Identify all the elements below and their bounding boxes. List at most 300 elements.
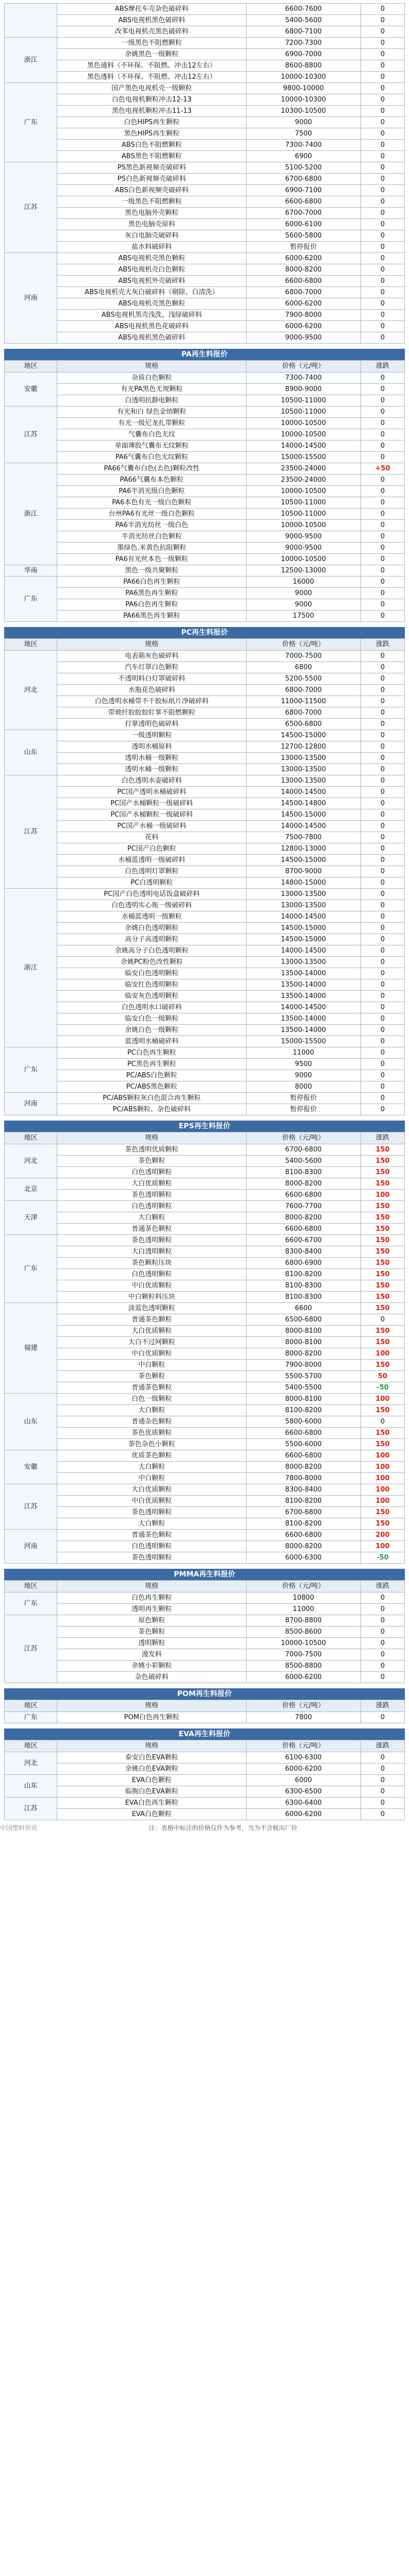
region-cell: 天津 [5, 1201, 57, 1235]
price-cell: 15000-15500 [247, 1036, 361, 1047]
change-cell: 100 [361, 1348, 404, 1360]
spec-cell: ABS白色不阻燃颗粒 [57, 140, 247, 151]
price-cell: 6700-7000 [247, 208, 361, 219]
spec-cell: 水桶蓝透明一级颗粒 [57, 911, 247, 923]
table-row [5, 1326, 405, 1337]
price-cell: 暂停报价 [247, 1093, 361, 1104]
change-cell: +50 [361, 463, 404, 474]
table-row [5, 1371, 405, 1382]
spec-cell: 余姚白色EVA颗粒 [57, 1764, 247, 1775]
table-row [5, 923, 405, 934]
change-cell: 150 [361, 1167, 404, 1178]
spec-cell: 临安白色一级颗粒 [57, 1013, 247, 1025]
spec-cell: 白色透明水桶带不干胶标纸片净破碎料 [57, 696, 247, 707]
price-cell: 6000-6200 [247, 1672, 361, 1683]
price-cell: 8900-9000 [247, 384, 361, 395]
price-cell: 16000 [247, 577, 361, 588]
spec-cell: 茶色透明优质颗粒 [57, 1144, 247, 1156]
price-cell: 7000-7500 [247, 1649, 361, 1660]
table-row [5, 577, 405, 588]
table-row [5, 798, 405, 809]
price-cell: 5400-5600 [247, 1156, 361, 1167]
table-row [5, 565, 405, 577]
table-row [5, 1178, 405, 1190]
table-row [5, 651, 405, 662]
table-row [5, 554, 405, 565]
header-region: 地区 [5, 1700, 57, 1712]
change-cell: 0 [361, 787, 404, 798]
change-cell: 0 [361, 509, 404, 520]
spec-cell: 泰安白色EVA颗粒 [57, 1752, 247, 1764]
change-cell: 0 [361, 1660, 404, 1672]
price-cell: 9500 [247, 1059, 361, 1070]
change-cell: 0 [361, 395, 404, 406]
table-row [5, 474, 405, 486]
spec-cell: 茶色透明颗粒 [57, 1235, 247, 1246]
region-cell [5, 4, 57, 38]
change-cell: 0 [361, 287, 404, 298]
price-cell: 6600-6700 [247, 1235, 361, 1246]
spec-cell: 茶色颗粒 [57, 1371, 247, 1382]
price-cell: 8100-8300 [247, 1280, 361, 1292]
spec-cell: ABS白色新视频壳破碎料 [57, 185, 247, 196]
header-change: 涨跌 [361, 639, 404, 651]
price-cell: 12700-12800 [247, 741, 361, 753]
table-row [5, 26, 405, 38]
spec-cell: PC国产水桶颗粒一级破碎料 [57, 809, 247, 821]
price-cell: 6300-6400 [247, 1798, 361, 1809]
change-cell: 0 [361, 276, 404, 287]
price-cell: 9000 [247, 1070, 361, 1081]
change-cell: 0 [361, 979, 404, 991]
table-row [5, 1672, 405, 1683]
change-cell: 0 [361, 1786, 404, 1798]
header-change: 涨跌 [361, 1132, 404, 1144]
spec-cell: 白色一级颗粒 [57, 1394, 247, 1405]
spec-cell: ABS黑色不阻燃颗粒 [57, 151, 247, 162]
change-cell: 100 [361, 1541, 404, 1552]
change-cell: 0 [361, 945, 404, 957]
spec-cell: PC国产白色透明电话饭盒破碎料 [57, 889, 247, 900]
table-row [5, 1144, 405, 1156]
change-cell: 0 [361, 554, 404, 565]
price-cell: 暂停报价 [247, 1104, 361, 1115]
table-row [5, 889, 405, 900]
change-cell: 150 [361, 1224, 404, 1235]
region-cell: 山东 [5, 730, 57, 775]
spec-cell: 黑色电视机颗粒冲击11-13 [57, 106, 247, 117]
spec-cell: PC国产水桶一级破碎料 [57, 821, 247, 832]
region-cell: 安徽 [5, 372, 57, 406]
spec-cell: 大白不过网颗粒 [57, 1337, 247, 1348]
table-row [5, 934, 405, 945]
table-row [5, 775, 405, 787]
spec-cell: 余姚白色透明颗粒 [57, 923, 247, 934]
table-row [5, 1615, 405, 1626]
change-cell: 150 [361, 1144, 404, 1156]
spec-cell: ABS电视机壳黑色颗粒 [57, 298, 247, 310]
change-cell: 100 [361, 1473, 404, 1484]
change-cell: 0 [361, 611, 404, 622]
spec-cell: PA66黑色再生颗粒 [57, 611, 247, 622]
region-cell: 浙江 [5, 38, 57, 83]
table-row [5, 753, 405, 764]
table-row [5, 866, 405, 877]
table-row [5, 520, 405, 531]
price-cell: 12800-13000 [247, 843, 361, 855]
spec-cell: 余姚PC粉色改性颗粒 [57, 957, 247, 968]
table-row [5, 418, 405, 429]
spec-cell: 中白颗粒 [57, 1360, 247, 1371]
table-row [5, 1070, 405, 1081]
change-cell: 100 [361, 1462, 404, 1473]
table-row [5, 809, 405, 821]
header-region: 地区 [5, 1740, 57, 1752]
region-cell: 广东 [5, 1712, 57, 1723]
price-cell: 6900-7100 [247, 185, 361, 196]
price-cell: 6000-6200 [247, 1764, 361, 1775]
price-cell: 6700-6800 [247, 1144, 361, 1156]
change-cell: 100 [361, 1484, 404, 1496]
table-row [5, 1712, 405, 1723]
spec-cell: 白色透明灯罩颗粒 [57, 866, 247, 877]
spec-cell: EVA白色颗粒 [57, 1775, 247, 1786]
price-cell: 8100-8200 [247, 1405, 361, 1416]
change-cell: 0 [361, 696, 404, 707]
table-row [5, 1047, 405, 1059]
price-cell: 8500-8800 [247, 1660, 361, 1672]
spec-cell: POM白色再生颗粒 [57, 1712, 247, 1723]
change-cell: 0 [361, 1059, 404, 1070]
change-cell: 0 [361, 1626, 404, 1638]
region-cell: 山东 [5, 1394, 57, 1450]
table-row [5, 1246, 405, 1258]
price-cell: 14000-14500 [247, 945, 361, 957]
table-row [5, 1280, 405, 1292]
spec-cell: 临安灰色透明颗粒 [57, 991, 247, 1002]
change-cell: 0 [361, 83, 404, 94]
section-title-eps: EPS再生料报价 [4, 1121, 405, 1132]
price-cell: 14000-14500 [247, 821, 361, 832]
change-cell: 0 [361, 707, 404, 719]
table-row [5, 707, 405, 719]
region-cell: 山东 [5, 1775, 57, 1798]
change-cell: 100 [361, 1394, 404, 1405]
price-cell: 13000-13500 [247, 764, 361, 775]
price-cell: 6700-6800 [247, 1507, 361, 1518]
table-row [5, 219, 405, 230]
section-title-pc: PC再生料报价 [4, 627, 405, 638]
table-row [5, 662, 405, 673]
spec-cell: 灰白电脑壳破碎料 [57, 230, 247, 242]
change-cell: 0 [361, 474, 404, 486]
spec-cell: 白色透明实心瓶一级破碎料 [57, 900, 247, 911]
table-row [5, 1201, 405, 1212]
price-cell: 5600-5800 [247, 230, 361, 242]
table-row [5, 1212, 405, 1224]
footer [0, 1823, 409, 1833]
table-header-row [5, 1700, 405, 1712]
change-cell: 0 [361, 196, 404, 208]
change-cell: 150 [361, 1258, 404, 1269]
table-row [5, 531, 405, 543]
table-row [5, 1604, 405, 1615]
table-row [5, 1059, 405, 1070]
change-cell: 0 [361, 452, 404, 463]
spec-cell: 有光和白 绿色金纳颗粒 [57, 406, 247, 418]
price-cell: 7900-8000 [247, 1360, 361, 1371]
table-row [5, 1518, 405, 1530]
spec-cell: PC白色再生颗粒 [57, 1047, 247, 1059]
price-cell: 10500-11000 [247, 497, 361, 509]
change-cell: 0 [361, 843, 404, 855]
price-cell: 暂停报价 [247, 242, 361, 253]
price-cell: 7900-8000 [247, 310, 361, 321]
table-row [5, 1462, 405, 1473]
table-row [5, 440, 405, 452]
section-title-eva: EVA再生料报价 [4, 1728, 405, 1740]
price-cell: 14800-15000 [247, 877, 361, 889]
change-cell: 0 [361, 1649, 404, 1660]
spec-cell: 黑色透料（不环保、不阻燃、冲击12左右） [57, 72, 247, 83]
change-cell: 0 [361, 543, 404, 554]
price-cell: 9000 [247, 599, 361, 611]
header-change: 涨跌 [361, 1700, 404, 1712]
spec-cell: 国产黑色电视机壳一级颗粒 [57, 83, 247, 94]
spec-cell: 中白优质颗粒 [57, 1496, 247, 1507]
price-cell: 13000-13500 [247, 900, 361, 911]
region-cell: 河北 [5, 651, 57, 730]
change-cell: 0 [361, 719, 404, 730]
change-cell: 0 [361, 832, 404, 843]
spec-cell: 透明颗粒 [57, 1638, 247, 1649]
table-row [5, 1507, 405, 1518]
change-cell: 0 [361, 1416, 404, 1428]
spec-cell: 台州PA6有光丝一级白色颗粒 [57, 509, 247, 520]
price-cell: 6300-6500 [247, 1786, 361, 1798]
table-row [5, 1541, 405, 1552]
spec-cell: 杂质白色颗粒 [57, 372, 247, 384]
change-cell: 150 [361, 1360, 404, 1371]
price-cell: 6000-6200 [247, 253, 361, 264]
change-cell: 200 [361, 1530, 404, 1541]
spec-cell: PC/ABS黑色颗粒 [57, 1081, 247, 1093]
table-row [5, 174, 405, 185]
change-cell: 0 [361, 889, 404, 900]
section-title-pa: PA再生料报价 [4, 349, 405, 360]
table-row [5, 83, 405, 94]
table-row [5, 497, 405, 509]
price-cell: 7000-7500 [247, 651, 361, 662]
change-cell: 150 [361, 1212, 404, 1224]
change-cell: 0 [361, 1013, 404, 1025]
table-row [5, 1626, 405, 1638]
change-cell: 150 [361, 1303, 404, 1314]
price-cell: 7500-7800 [247, 832, 361, 843]
spec-cell: 余姚小彩颗粒 [57, 1660, 247, 1672]
change-cell: 0 [361, 106, 404, 117]
spec-cell: PC/ABS白色颗粒 [57, 1070, 247, 1081]
spec-cell: 大白颗粒 [57, 1405, 247, 1416]
price-cell: 11000 [247, 1047, 361, 1059]
spec-cell: 不透明料白灯罩破碎料 [57, 673, 247, 685]
change-cell: 100 [361, 1496, 404, 1507]
table-row [5, 106, 405, 117]
price-cell: 14500-15000 [247, 923, 361, 934]
spec-cell: 茶色颗粒压块 [57, 1258, 247, 1269]
spec-cell: PA66白色再生颗粒 [57, 577, 247, 588]
change-cell: 150 [361, 1292, 404, 1303]
price-cell: 8000-8200 [247, 1212, 361, 1224]
price-cell: 7200-7300 [247, 38, 361, 49]
price-cell: 6600-6800 [247, 1450, 361, 1462]
table-row [5, 242, 405, 253]
price-cell: 10500-11000 [247, 395, 361, 406]
price-cell: 10000-10500 [247, 520, 361, 531]
price-cell: 9000 [247, 117, 361, 128]
region-cell: 江苏 [5, 406, 57, 463]
spec-cell: 普通茶色颗粒 [57, 1314, 247, 1326]
change-cell: 150 [361, 1428, 404, 1439]
change-cell: 0 [361, 429, 404, 440]
table-row [5, 1786, 405, 1798]
table-row [5, 588, 405, 599]
table-row [5, 38, 405, 49]
table-row [5, 900, 405, 911]
table-row [5, 276, 405, 287]
price-cell: 8000-8200 [247, 1348, 361, 1360]
spec-cell: 大白颗粒 [57, 1462, 247, 1473]
price-cell: 10000-10500 [247, 418, 361, 429]
change-cell: 0 [361, 531, 404, 543]
spec-cell: 透明水桶原料 [57, 741, 247, 753]
table-row [5, 151, 405, 162]
change-cell: 100 [361, 1190, 404, 1201]
change-cell: 150 [361, 1326, 404, 1337]
spec-cell: ABS电视机壳白色颗粒 [57, 264, 247, 276]
price-cell: 6000-6300 [247, 1552, 361, 1564]
price-cell: 7300-7400 [247, 372, 361, 384]
region-cell: 福建 [5, 1303, 57, 1394]
table-row [5, 298, 405, 310]
spec-cell: 茶色透明颗粒 [57, 1507, 247, 1518]
price-cell: 8300-8400 [247, 1484, 361, 1496]
change-cell: 150 [361, 1518, 404, 1530]
price-table-pc [4, 638, 405, 1115]
table-row [5, 60, 405, 72]
spec-cell: 普通杂色颗粒 [57, 1416, 247, 1428]
price-cell: 6000-6200 [247, 321, 361, 332]
change-cell: 0 [361, 1093, 404, 1104]
change-cell: 0 [361, 934, 404, 945]
price-table-eps [4, 1132, 405, 1564]
table-row [5, 1258, 405, 1269]
change-cell: 0 [361, 140, 404, 151]
price-cell: 10000-10500 [247, 554, 361, 565]
table-row [5, 1764, 405, 1775]
change-cell: 0 [361, 72, 404, 83]
spec-cell: 白色透明颗粒 [57, 1201, 247, 1212]
table-row [5, 1416, 405, 1428]
header-price: 价格（元/吨） [247, 1132, 361, 1144]
region-cell: 河南 [5, 253, 57, 344]
change-cell: 150 [361, 1439, 404, 1450]
header-price: 价格（元/吨） [247, 1740, 361, 1752]
table-row [5, 821, 405, 832]
spec-cell: 高分子高透明颗粒 [57, 934, 247, 945]
price-cell: 9000-9500 [247, 531, 361, 543]
table-row [5, 764, 405, 775]
change-cell: 0 [361, 406, 404, 418]
spec-cell: PA66气囊布本色颗粒 [57, 474, 247, 486]
price-cell: 5100-5200 [247, 162, 361, 174]
price-cell: 23500-24000 [247, 463, 361, 474]
change-cell: 0 [361, 753, 404, 764]
price-cell: 6000 [247, 1775, 361, 1786]
price-cell: 5500-5700 [247, 1371, 361, 1382]
spec-cell: 白透明抗静电颗粒 [57, 395, 247, 406]
table-header-row [5, 1132, 405, 1144]
price-cell: 13500-14000 [247, 1025, 361, 1036]
spec-cell: PC白透明颗粒 [57, 877, 247, 889]
change-cell: 0 [361, 565, 404, 577]
spec-cell: 白色透明水口破碎料 [57, 1002, 247, 1013]
table-row [5, 877, 405, 889]
spec-cell: 水桶蓝透明一级破碎料 [57, 855, 247, 866]
change-cell: 0 [361, 911, 404, 923]
spec-cell: 透明再生颗粒 [57, 1604, 247, 1615]
spec-cell: 气囊布白色无纹 [57, 429, 247, 440]
change-cell: 0 [361, 151, 404, 162]
price-cell: 11000-11500 [247, 696, 361, 707]
spec-cell: 电表箱灰色破碎料 [57, 651, 247, 662]
table-row [5, 1224, 405, 1235]
spec-cell: 改苯电视机壳黑色破碎料 [57, 26, 247, 38]
table-row [5, 196, 405, 208]
spec-cell: 白色HIPS再生颗粒 [57, 117, 247, 128]
price-cell: 5800-6000 [247, 1416, 361, 1428]
price-cell: 6800-7000 [247, 707, 361, 719]
header-price: 价格（元/吨） [247, 1581, 361, 1592]
change-cell: -50 [361, 1552, 404, 1564]
spec-cell: 茶色优质颗粒 [57, 1428, 247, 1439]
price-cell: 8500-8600 [247, 1626, 361, 1638]
spec-cell: EVA白色再生颗粒 [57, 1798, 247, 1809]
table-row [5, 979, 405, 991]
price-cell: 8300-8400 [247, 1246, 361, 1258]
change-cell: 0 [361, 730, 404, 741]
table-row [5, 1002, 405, 1013]
header-region: 地区 [5, 1132, 57, 1144]
table-row [5, 1496, 405, 1507]
price-cell: 14500-15000 [247, 730, 361, 741]
table-row [5, 1156, 405, 1167]
table-row [5, 4, 405, 15]
price-cell: 6000-6100 [247, 219, 361, 230]
spec-cell: 余姚黑色一级颗粒 [57, 49, 247, 60]
change-cell: 0 [361, 577, 404, 588]
table-row [5, 1104, 405, 1115]
table-row [5, 1235, 405, 1246]
change-cell: 0 [361, 855, 404, 866]
price-cell: 5200-5500 [247, 673, 361, 685]
header-spec: 规格 [57, 1581, 247, 1592]
table-row [5, 117, 405, 128]
price-cell: 8000-8100 [247, 1394, 361, 1405]
spec-cell: PA6气囊布白色无纹颗粒 [57, 452, 247, 463]
header-spec: 规格 [57, 1740, 247, 1752]
price-cell: 8100-8300 [247, 1292, 361, 1303]
